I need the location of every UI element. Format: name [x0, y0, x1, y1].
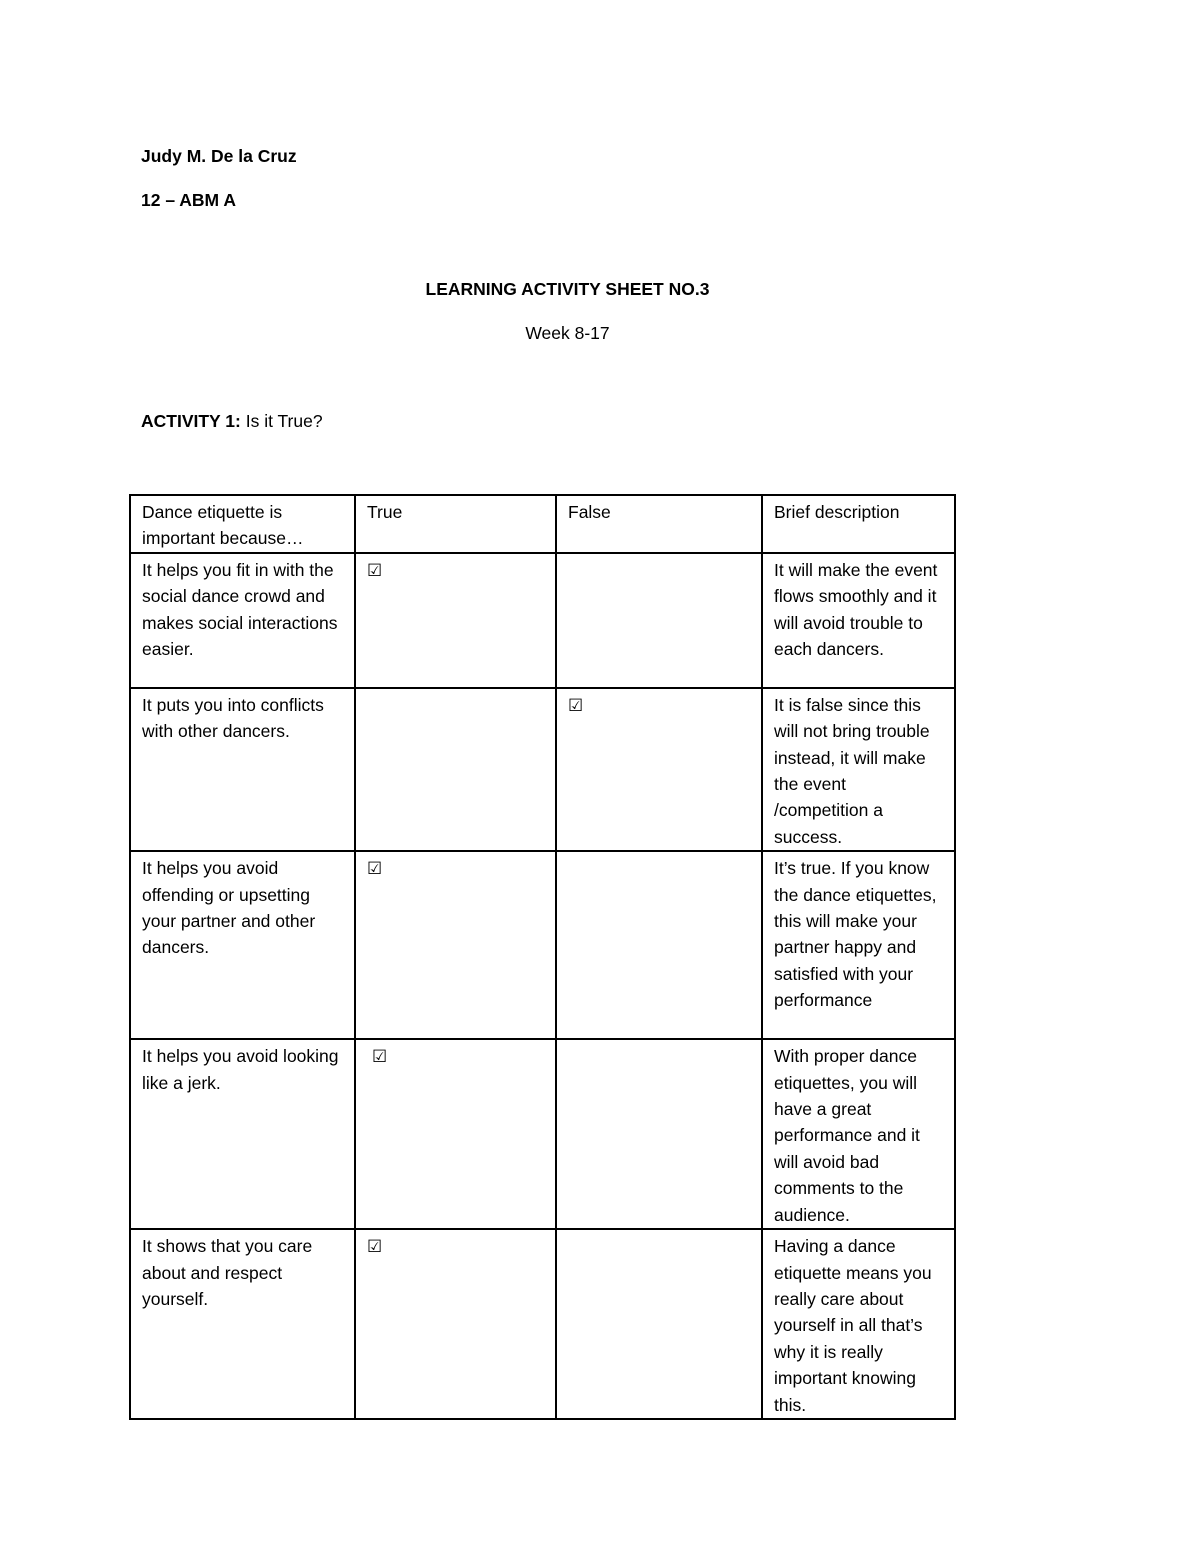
table-header-row: [130, 495, 955, 553]
table-row: [130, 1039, 955, 1229]
student-section: 12 – ABM A: [141, 190, 236, 210]
table-row: [130, 851, 955, 1039]
row-description: With proper dance etiquettes, you will have a great performance and it will avoid bad comments to the audience.: [762, 1039, 955, 1229]
row-false-cell: [556, 1229, 762, 1419]
checkbox-checked-icon: ☑: [367, 1237, 383, 1258]
sheet-title: LEARNING ACTIVITY SHEET NO.3: [425, 279, 710, 299]
header-true: True: [355, 495, 556, 553]
row-description: Having a dance etiquette means you really care about yourself in all that’s why it is really important knowing this.: [762, 1229, 955, 1419]
row-description: It is false since this will not bring trouble instead, it will make the event /competition a success.: [762, 688, 955, 851]
activity-label: ACTIVITY 1:: [141, 411, 241, 431]
activity-table: [129, 494, 956, 1420]
table-row: [130, 1229, 955, 1419]
row-statement: It puts you into conflicts with other dancers.: [130, 688, 355, 851]
header-false: False: [556, 495, 762, 553]
checkbox-checked-icon: ☑: [367, 560, 383, 581]
row-true-cell: [355, 1039, 556, 1229]
row-statement: It helps you fit in with the social dance crowd and makes social interactions easier.: [130, 553, 355, 688]
row-true-cell: [355, 1229, 556, 1419]
row-description: It will make the event flows smoothly and it will avoid trouble to each dancers.: [762, 553, 955, 688]
row-statement: It helps you avoid offending or upsetting your partner and other dancers.: [130, 851, 355, 1039]
row-false-cell: [556, 553, 762, 688]
header-statement: Dance etiquette is important because…: [130, 495, 355, 553]
student-name: Judy M. De la Cruz: [141, 146, 297, 166]
row-statement: It shows that you care about and respect yourself.: [130, 1229, 355, 1419]
activity-heading: [141, 410, 323, 432]
row-true-cell: [355, 688, 556, 851]
row-description: It’s true. If you know the dance etiquettes, this will make your partner happy and satisfied with your performance: [762, 851, 955, 1039]
row-false-cell: [556, 1039, 762, 1229]
activity-title: Is it True?: [245, 411, 323, 431]
table-row: [130, 553, 955, 688]
header-description: Brief description: [762, 495, 955, 553]
checkbox-checked-icon: ☑: [372, 1047, 388, 1068]
row-statement: It helps you avoid looking like a jerk.: [130, 1039, 355, 1229]
row-true-cell: [355, 851, 556, 1039]
checkbox-checked-icon: ☑: [367, 859, 383, 880]
row-false-cell: [556, 688, 762, 851]
checkbox-checked-icon: ☑: [568, 695, 584, 716]
row-false-cell: [556, 851, 762, 1039]
sheet-week: Week 8-17: [525, 323, 610, 343]
table-row: [130, 688, 955, 851]
row-true-cell: [355, 553, 556, 688]
